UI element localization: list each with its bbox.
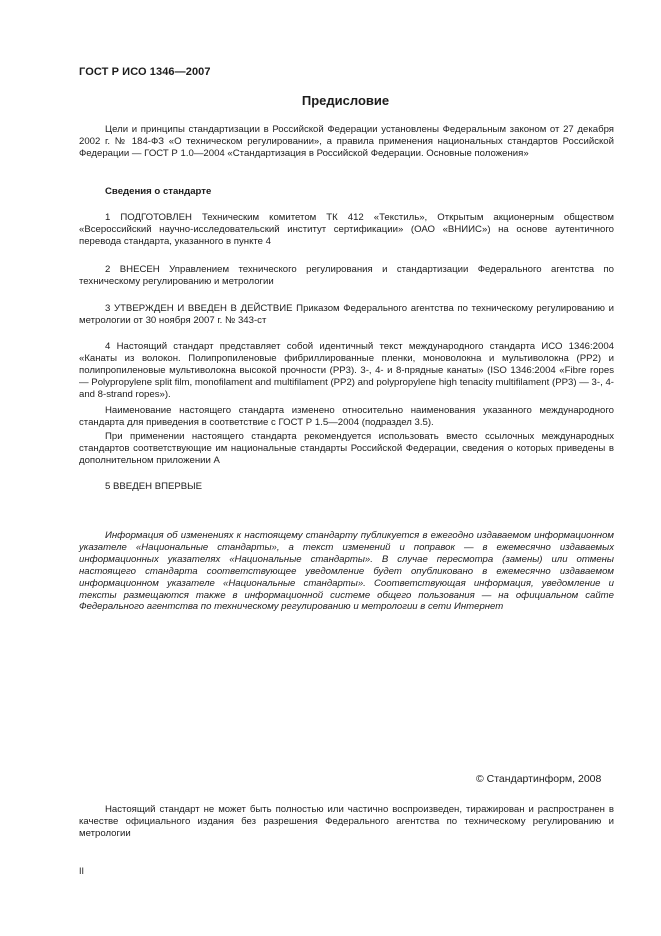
intro-paragraph: Цели и принципы стандартизации в Российской Федерации установлены Федеральным законом от 27 декабря 2002 г. № 184-ФЗ «О техническом регулировании», а правила применения национальных стандартов Российской Федерации — ГОСТ Р 1.0—2004 «Стандартизация в Российской Федерации. Основные положения» xyxy=(79,124,614,159)
item-2-introduced: 2 ВНЕСЕН Управлением технического регулирования и стандартизации Федерального агентства по техническому регулированию и метрологии xyxy=(79,264,614,287)
document-header-code: ГОСТ Р ИСО 1346—2007 xyxy=(79,66,211,78)
item-4-identical-text: 4 Настоящий стандарт представляет собой идентичный текст международного стандарта ИСО 1346:2004 «Канаты из волокон. Полипропиленовые фибриллированные пленки, моноволокна и мультиволокна (PP2) и полипропиленовые мультиволокна высокой прочности (PP3). 3-, 4- и 8-прядные канаты» (ISO 1346:2004 «Fibre ropes — Polypropylene split film, monofilament and multifilament (PP2) and polypropylene high tenacity multifilament (PP3) — 3-, 4- and 8-strand ropes»). xyxy=(79,341,614,400)
item-3-approved: 3 УТВЕРЖДЕН И ВВЕДЕН В ДЕЙСТВИЕ Приказом Федерального агентства по техническому регулированию и метрологии от 30 ноября 2007 г. № 343-ст xyxy=(79,303,614,326)
page-title: Предисловие xyxy=(301,93,390,108)
item-4-references: При применении настоящего стандарта рекомендуется использовать вместо ссылочных международных стандартов соответствующие им национальные стандарты Российской Федерации, сведения о которых приведены в дополнительном приложении А xyxy=(79,431,614,466)
item-4-name-change: Наименование настоящего стандарта изменено относительно наименования указанного международного стандарта для приведения в соответствие с ГОСТ Р 1.5—2004 (подраздел 3.5). xyxy=(79,405,614,428)
page-number: II xyxy=(79,866,85,876)
copyright-line: © Стандартинформ, 2008 xyxy=(476,773,602,785)
reproduction-notice: Настоящий стандарт не может быть полностью или частично воспроизведен, тиражирован и распространен в качестве официального издания без разрешения Федерального агентства по техническому регулированию и метрологии xyxy=(79,804,614,839)
item-1-prepared: 1 ПОДГОТОВЛЕН Техническим комитетом ТК 412 «Текстиль», Открытым акционерным обществом «Всероссийский научно-исследовательский институт сертификации» (ОАО «ВНИИС») на основе аутентичного перевода стандарта, указанного в пункте 4 xyxy=(79,212,614,247)
information-notice: Информация об изменениях к настоящему стандарту публикуется в ежегодно издаваемом информационном указателе «Национальные стандарты», а текст изменений и поправок — в ежемесячно издаваемых информационных указателях «Национальные стандарты». В случае пересмотра (замены) или отмены настоящего стандарта соответствующее уведомление будет опубликовано в ежемесячно издаваемом информационном указателе «Национальные стандарты». Соответствующая информация, уведомление и тексты размещаются также в информационной системе общего пользования — на официальном сайте Федерального агентства по техническому регулированию и метрологии в сети Интернет xyxy=(79,530,614,613)
subheading-standard-info: Сведения о стандарте xyxy=(105,186,212,197)
item-5-introduced-first: 5 ВВЕДЕН ВПЕРВЫЕ xyxy=(105,481,203,492)
